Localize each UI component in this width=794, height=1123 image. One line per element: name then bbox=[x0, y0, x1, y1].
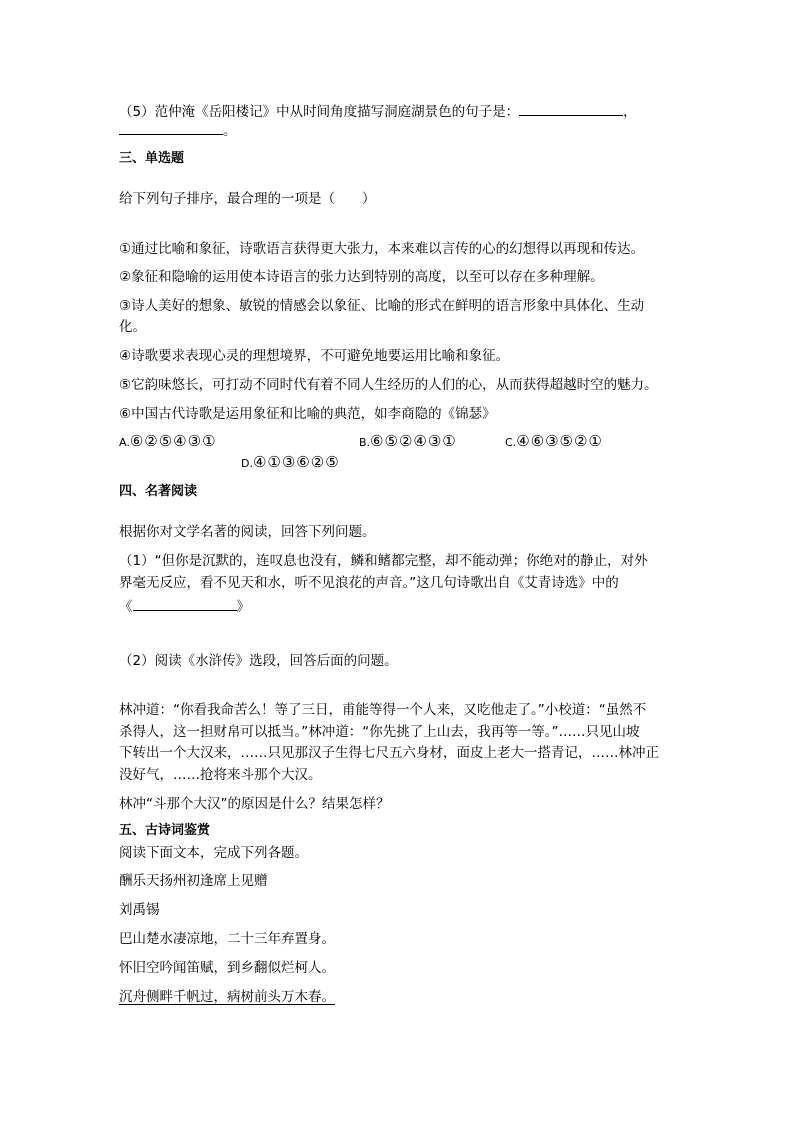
q1-close-bracket: 》 bbox=[236, 599, 250, 615]
option-a[interactable] bbox=[119, 432, 217, 452]
q5-comma: ， bbox=[623, 104, 637, 120]
option-d-letter: D. bbox=[241, 457, 253, 470]
sentence-3: ③诗人美好的想象、敏锐的情感会以象征、比喻的形式在鲜明的语言形象中具体化、生动 bbox=[119, 298, 645, 314]
poem-line-3-underlined: 沉舟侧畔千帆过，病树前头万木春。 bbox=[119, 989, 335, 1005]
q1-open-bracket: 《 bbox=[119, 599, 133, 615]
q5-line bbox=[119, 101, 637, 121]
poem-line-1: 巴山楚水凄凉地，二十三年弃置身。 bbox=[119, 931, 335, 947]
q1-line-3 bbox=[119, 596, 250, 616]
q5-line-2 bbox=[119, 120, 237, 140]
section3-question: 给下列句子排序，最合理的一项是（ ） bbox=[119, 191, 376, 207]
poem-author: 刘禹锡 bbox=[119, 902, 160, 918]
q1-line-2: 界毫无反应，看不见天和水，听不见浪花的声音。”这几句诗歌出自《艾青诗选》中的 bbox=[119, 575, 619, 591]
passage-line-2: 杀得人，这一担财帛可以抵当。”林冲道：“你先挑了上山去，我再等一等。”……只见山坡 bbox=[119, 724, 640, 740]
section4-intro: 根据你对文学名著的阅读，回答下列问题。 bbox=[119, 524, 376, 540]
q5-text: （5）范仲淹《岳阳楼记》中从时间角度描写洞庭湖景色的句子是： bbox=[119, 104, 520, 120]
option-c[interactable] bbox=[505, 432, 603, 452]
q5-period: 。 bbox=[223, 123, 237, 139]
section3-heading: 三、单选题 bbox=[119, 151, 185, 166]
poem-line-2: 怀旧空吟闻笛赋，到乡翻似烂柯人。 bbox=[119, 960, 335, 976]
passage-line-3: 下转出一个大汉来，……只见那汉子生得七尺五六身材，面皮上老大一搭青记，……林冲正 bbox=[119, 745, 659, 761]
passage-line-1: 林冲道：“你看我命苦么！等了三日，甫能等得一个人来，又吃他走了。”小校道：“虽然不 bbox=[119, 702, 647, 718]
passage-line-4: 没好气，……抢将来斗那个大汉。 bbox=[119, 767, 322, 783]
sentence-6: ⑥中国古代诗歌是运用象征和比喻的典范，如李商隐的《锦瑟》 bbox=[119, 406, 496, 422]
option-d-order: ④①③⑥②⑤ bbox=[252, 453, 340, 471]
sentence-2: ②象征和隐喻的运用使本诗语言的张力达到特别的高度，以至可以存在多种理解。 bbox=[119, 269, 604, 285]
q1-line-1: （1）“但你是沉默的，连叹息也没有，鳞和鳍都完整，却不能动弹；你绝对的静止，对外 bbox=[119, 553, 648, 569]
q5-blank-2[interactable] bbox=[119, 120, 223, 135]
sentence-1: ①通过比喻和象征，诗歌语言获得更大张力，本来难以言传的心的幻想得以再现和传达。 bbox=[119, 241, 645, 257]
option-c-letter: C. bbox=[505, 436, 517, 449]
section4-heading: 四、名著阅读 bbox=[119, 484, 198, 499]
option-c-order: ④⑥③⑤②① bbox=[516, 432, 603, 450]
option-a-letter: A. bbox=[119, 436, 130, 449]
q5-blank-1[interactable] bbox=[519, 101, 623, 116]
q2-prompt: （2）阅读《水浒传》选段，回答后面的问题。 bbox=[119, 653, 398, 669]
option-a-order: ⑥②⑤④③① bbox=[129, 432, 217, 450]
q1-blank[interactable] bbox=[133, 596, 237, 611]
sentence-5: ⑤它韵味悠长，可打动不同时代有着不同人生经历的人们的心，从而获得超越时空的魅力。 bbox=[119, 377, 658, 393]
option-b[interactable] bbox=[359, 432, 457, 452]
q2-question: 林冲“斗那个大汉”的原因是什么？结果怎样？ bbox=[119, 796, 390, 812]
sentence-3-cont: 化。 bbox=[119, 319, 146, 335]
option-b-order: ⑥⑤②④③① bbox=[370, 432, 457, 450]
section5-intro: 阅读下面文本，完成下列各题。 bbox=[119, 845, 308, 861]
section5-heading: 五、古诗词鉴赏 bbox=[119, 823, 211, 838]
sentence-4: ④诗歌要求表现心灵的理想境界，不可避免地要运用比喻和象征。 bbox=[119, 348, 510, 364]
poem-title: 酬乐天扬州初逢席上见赠 bbox=[119, 873, 268, 889]
option-d[interactable] bbox=[241, 453, 340, 473]
option-b-letter: B. bbox=[359, 436, 371, 449]
